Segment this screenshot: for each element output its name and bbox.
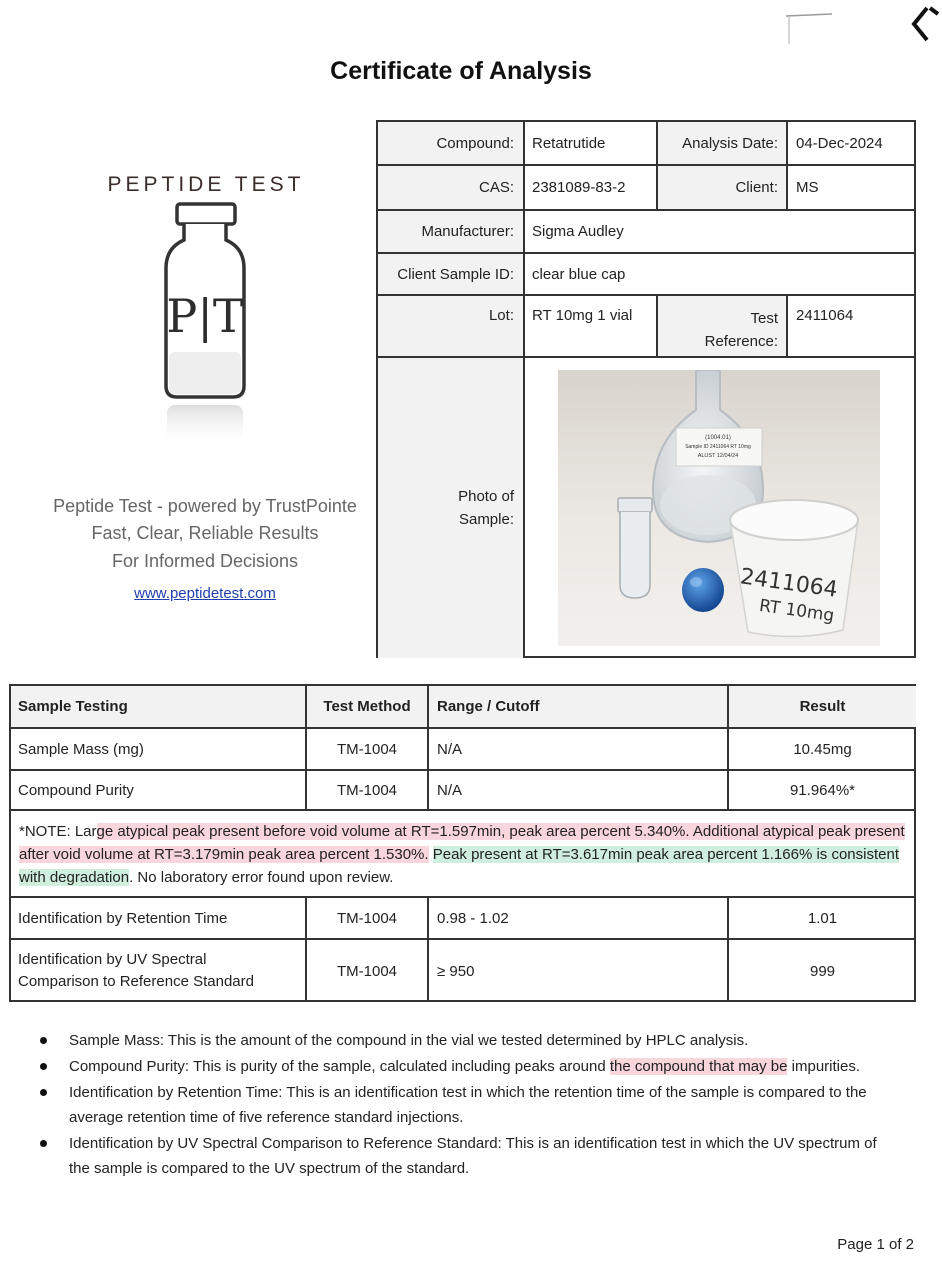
row-purity-range: N/A [437,781,463,799]
lot-value: RT 10mg 1 vial [532,307,633,324]
cas-label: CAS: [378,166,523,209]
page-title: Certificate of Analysis [330,57,592,85]
row-retention-range: 0.98 - 1.02 [437,909,509,927]
sample-info-table [376,120,916,658]
sample-photo [558,370,880,646]
row-uv-method: TM-1004 [336,962,398,980]
row-purity-result: 91.964%* [789,781,856,799]
note-part-1: *NOTE: Lar [19,823,97,840]
brand-name: PEPTIDE TEST [107,173,305,196]
row-sample-mass-range: N/A [437,740,463,758]
client-sample-id-label: Client Sample ID: [378,254,523,294]
website-link[interactable]: www.peptidetest.com [134,585,276,602]
manufacturer-label: Manufacturer: [378,211,523,252]
row-sample-mass-method: TM-1004 [336,740,398,758]
header-test-method: Test Method [307,686,427,727]
photo-label [378,358,523,658]
cas-value: 2381089-83-2 [532,179,626,196]
row-retention-name: Identification by Retention Time [18,909,228,927]
header-sample-testing: Sample Testing [11,686,305,727]
brand-tagline-2: Fast, Clear, Reliable Results [91,523,319,543]
definition-sample-mass: Sample Mass: This is the amount of the compound in the vial we tested determined by HPLC analysis. [40,1028,900,1053]
row-uv-result: 999 [809,962,836,980]
analysis-date-label: Analysis Date: [657,122,787,164]
vial-logo-icon [150,200,260,460]
note-highlight-degradation: Peak present at RT=3.617min peak area percent 1.166% is consistent with degradation [19,846,899,886]
brand-tagline-3: For Informed Decisions [111,551,299,571]
compound-label: Compound: [378,122,523,164]
row-uv-name-line1: Identification by UV Spectral [18,951,207,968]
photo-label-line1: Photo of [458,488,514,505]
row-uv-name-line2: Comparison to Reference Standard [18,973,254,990]
test-reference-value: 2411064 [796,307,854,324]
row-sample-mass-name: Sample Mass (mg) [18,740,144,758]
page-number: Page 1 of 2 [837,1236,914,1253]
definition-purity-highlight: the compound that may be [609,1058,788,1075]
cup-label-line2: RT 10mg [757,595,836,627]
row-uv-range: ≥ 950 [437,962,475,980]
row-uv-name [11,940,305,1002]
lot-label: Lot: [378,296,523,356]
flask-label-line3: ALUST 12/04/24 [697,453,739,459]
manufacturer-value: Sigma Audley [532,223,624,240]
cup-label-line1: 2411064 [738,564,840,603]
photo-label-line2: Sample: [458,511,514,528]
test-reference-label-line1: Test [750,310,778,327]
analysis-date-value: 04-Dec-2024 [796,134,883,152]
flask-label-line1: (1004.01) [705,435,731,441]
row-retention-method: TM-1004 [336,909,398,927]
brand-tagline-1: Peptide Test - powered by TrustPointe [53,496,357,516]
client-value: MS [796,179,819,196]
definitions-list [40,1028,900,1182]
note-part-5: . No laboratory error found upon review. [129,869,394,886]
row-purity-method: TM-1004 [336,781,398,799]
header-range-cutoff: Range / Cutoff [429,686,727,727]
test-reference-label [657,296,787,356]
purity-note [19,820,909,889]
definition-retention-time: Identification by Retention Time: This is an identification test in which the retention time of the sample is compared to the average retention time of five reference standard injections. [40,1080,900,1130]
header-result: Result [729,686,916,727]
note-highlight-atypical: ge atypical peak present before void volume at RT=1.597min, peak area percent 5.340%. Additional atypical peak present after void volume at RT=3.179min peak area percent 1.530%. [19,823,905,863]
definition-uv-spectral: Identification by UV Spectral Comparison to Reference Standard: This is an identification test in which the UV spectrum of the sample is compared to the UV spectrum of the standard. [40,1131,900,1181]
client-label: Client: [657,166,787,209]
definition-purity-text: Compound Purity: This is purity of the sample, calculated including peaks around [69,1058,610,1075]
sample-photo-illustration [558,370,880,646]
row-retention-result: 1.01 [807,909,838,927]
compound-value: Retatrutide [532,134,606,152]
sample-testing-table [9,684,916,1002]
test-reference-label-line2: Reference: [704,333,778,350]
row-purity-name: Compound Purity [18,781,134,799]
corner-marks [772,0,942,60]
definition-compound-purity [40,1054,900,1079]
client-sample-id-value: clear blue cap [532,265,626,283]
definition-purity-tail: impurities. [787,1058,861,1075]
row-sample-mass-result: 10.45mg [793,740,852,758]
logo-letters: P|T [166,289,244,343]
flask-label-line2: Sample ID 2411064 RT 10mg [685,444,751,450]
